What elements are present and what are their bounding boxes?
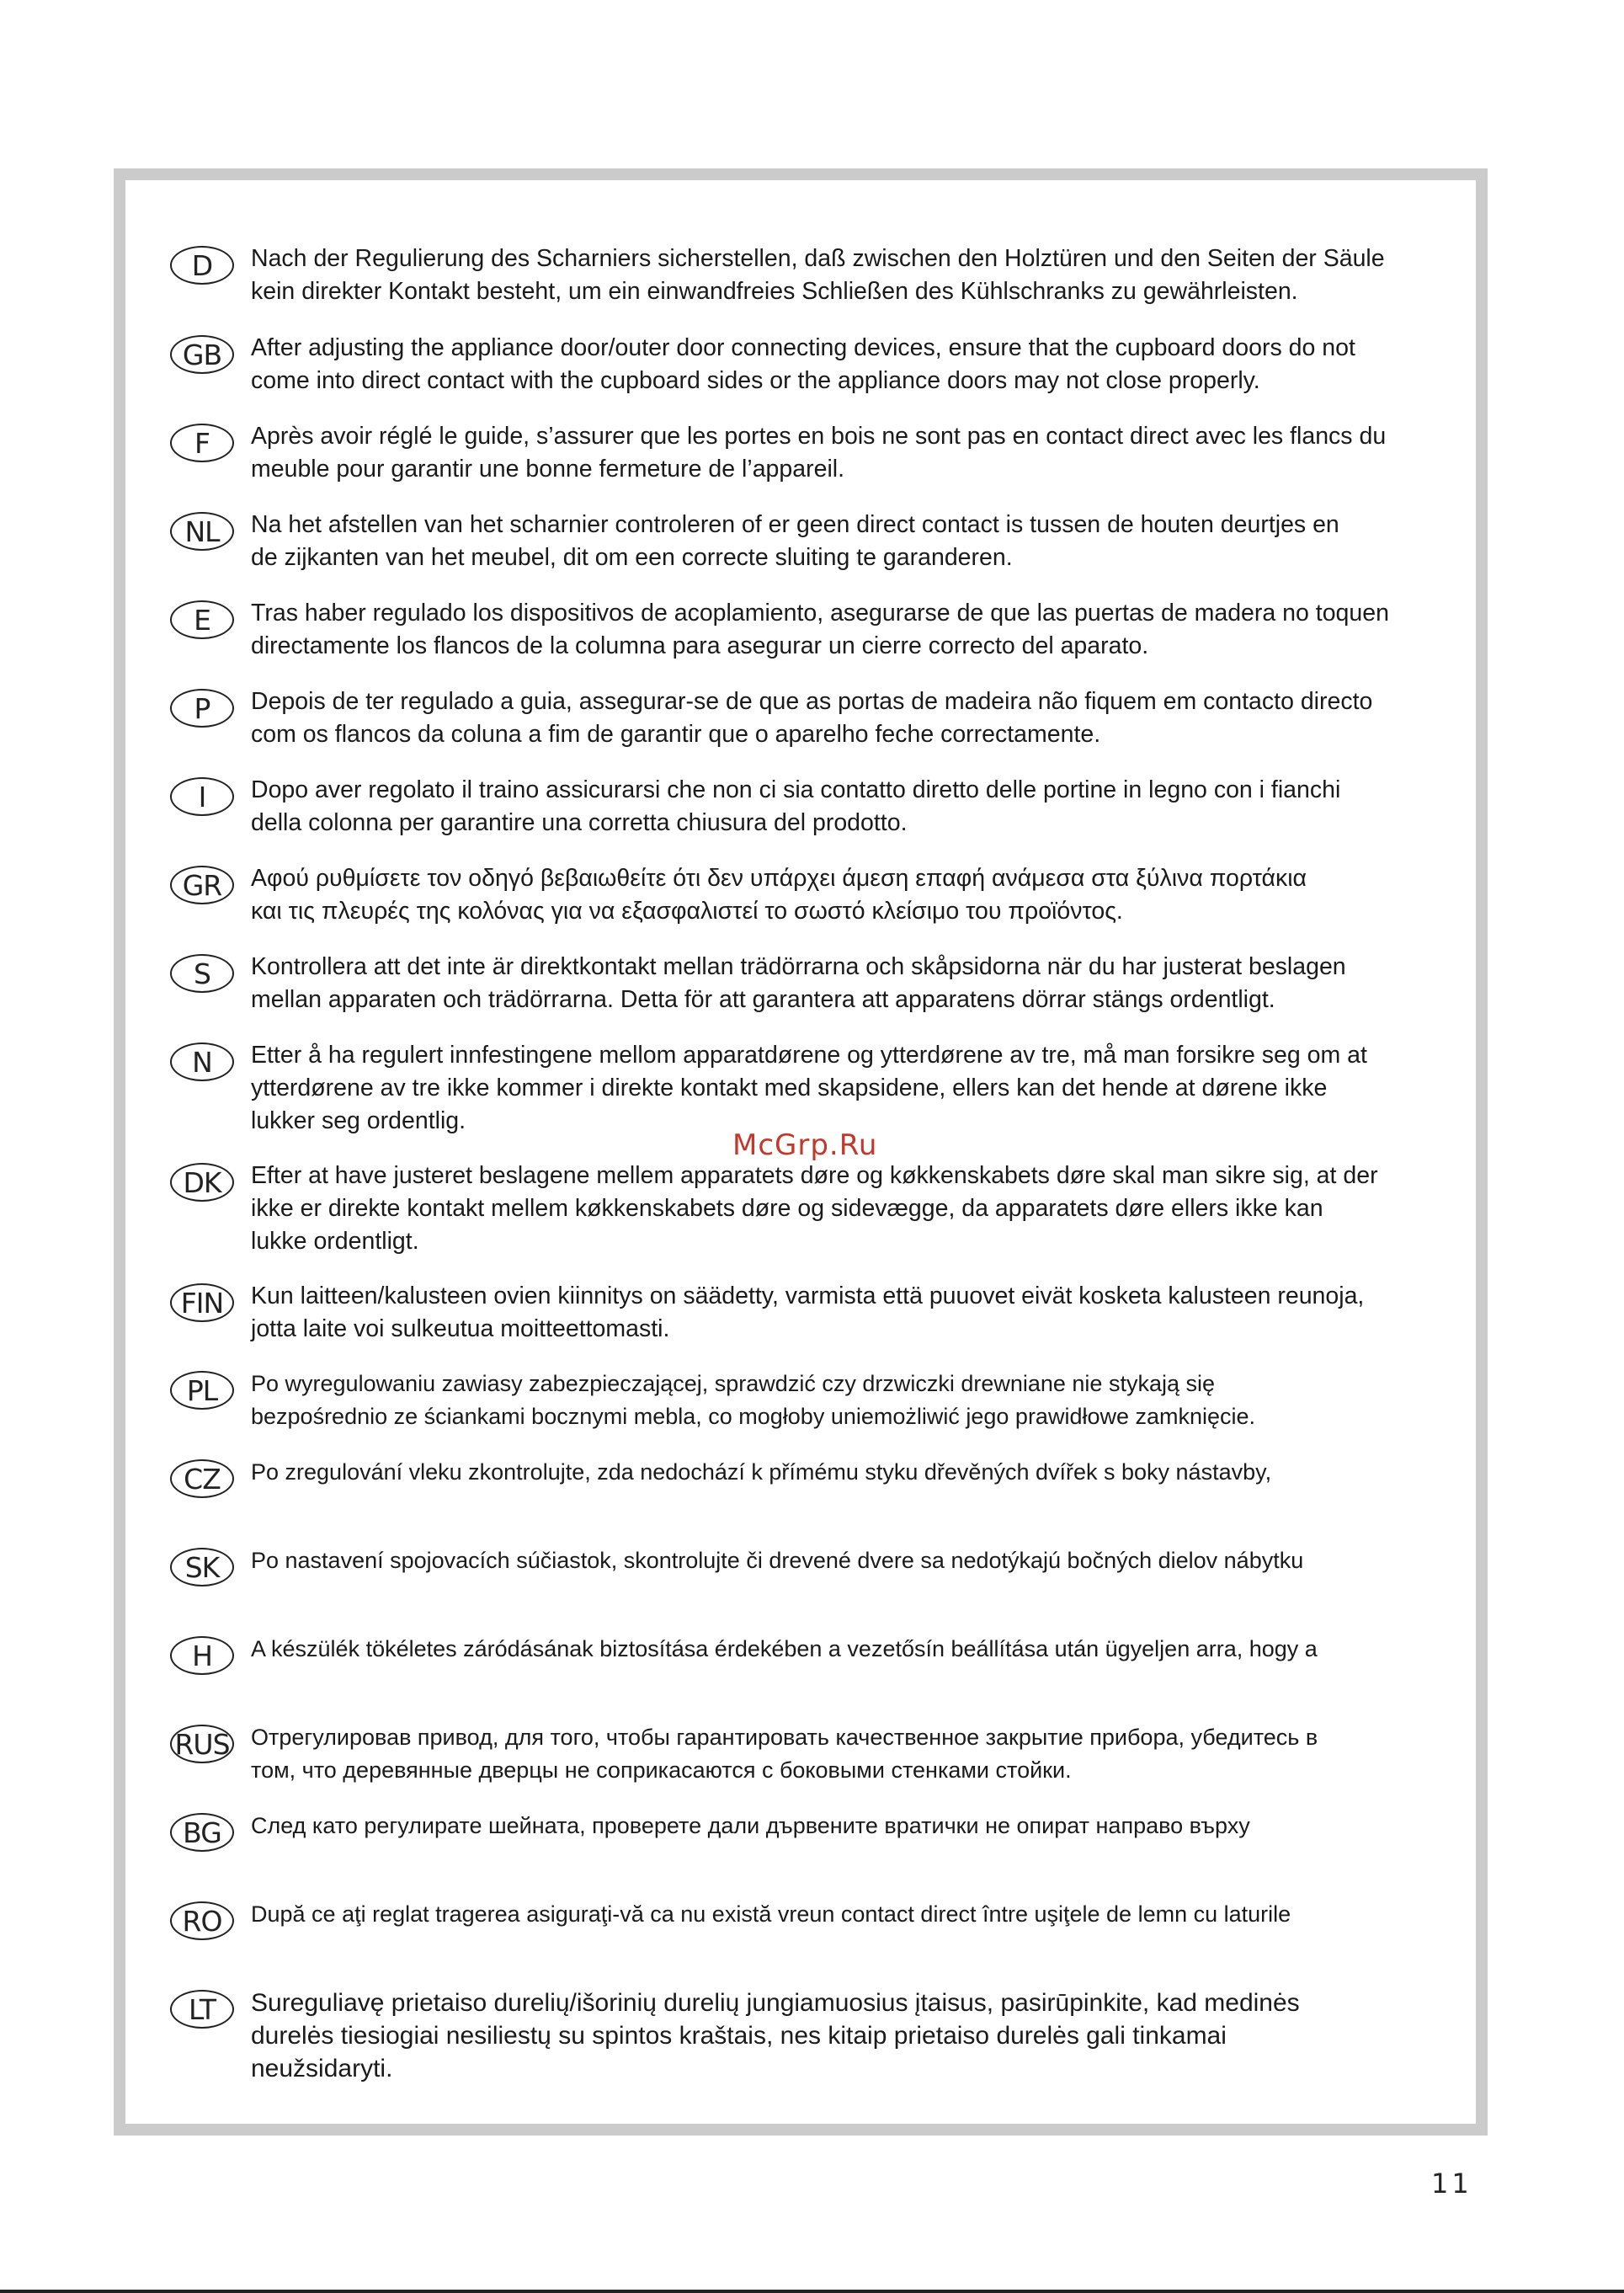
language-code-badge: DK	[170, 1163, 234, 1202]
entry-text	[251, 862, 1564, 928]
entry-text-line: directamente los flancos de la columna para asegurar un cierre correcto del aparato.	[251, 632, 1149, 659]
entry-text-line: Nach der Regulierung des Scharniers sicherstellen, daß zwischen den Holztüren und den Seiten der Säule	[251, 245, 1385, 272]
entry-text-line: kein direkter Kontakt besteht, um ein einwandfreies Schließen des Kühlschranks zu gewährleisten.	[251, 278, 1298, 305]
language-code-badge: GB	[170, 335, 234, 374]
entry-text	[251, 509, 1564, 574]
entry-text-line: Po zregulování vleku zkontrolujte, zda nedochází k přímému styku dřevěných dvířek s boky nástavby,	[251, 1459, 1272, 1485]
language-code-badge: RO	[170, 1901, 234, 1940]
entry-text-line: După ce aţi reglat tragerea asiguraţi-vă ca nu există vreun contact direct între uşiţele de lemn cu laturile	[251, 1901, 1291, 1927]
language-code-badge: NL	[170, 512, 234, 551]
language-code-badge: BG	[170, 1813, 234, 1852]
entry-text-line: bezpośrednio ze ściankami bocznymi mebla, co mogłoby uniemożliwić jego prawidłowe zamknięcie.	[251, 1404, 1256, 1429]
entry-text	[251, 1456, 1564, 1489]
entry-text-line: Sureguliavę prietaiso durelių/išorinių durelių jungiamuosius įtaisus, pasirūpinkite, kad medinės	[251, 1989, 1300, 2017]
entry-text-line: Dopo aver regolato il traino assicurarsi che non ci sia contatto diretto delle portine in legno con i fianchi	[251, 776, 1341, 803]
entry-text-line: Efter at have justeret beslagene mellem apparatets døre og køkkenskabets døre skal man sikre sig, at der	[251, 1162, 1378, 1189]
entry-text-line: durelės tiesiogiai nesiliestų su spintos kraštais, nes kitaip prietaiso durelės gali tinkamai	[251, 2022, 1227, 2050]
entry-text-line: lukke ordentligt.	[251, 1228, 419, 1255]
entry-text-line: Po nastavení spojovacích súčiastok, skontrolujte či drevené dvere sa nedotýkajú bočných dielov nábytku	[251, 1548, 1304, 1573]
language-code-badge: I	[170, 777, 234, 816]
entry-text-line: Etter å ha regulert innfestingene mellom apparatdørene og ytterdørene av tre, må man forsikre seg om at	[251, 1042, 1367, 1069]
language-code-badge: P	[170, 689, 234, 728]
language-code-badge: RUS	[170, 1725, 234, 1763]
entry-text-line: και τις πλευρές της κολόνας για να εξασφαλιστεί το σωστό κλείσιμο του προϊόντος.	[251, 898, 1123, 925]
language-code-badge: S	[170, 954, 234, 993]
page-number: 11	[1431, 2168, 1472, 2200]
entry-text	[251, 1986, 1564, 2085]
entry-text-line: de zijkanten van het meubel, dit om een correcte sluiting te garanderen.	[251, 544, 1013, 571]
language-code-badge: H	[170, 1636, 234, 1675]
entry-text-line: След като регулирате шейната, проверете дали дървените вратички не опират направо върху	[251, 1813, 1250, 1838]
watermark: McGrp.Ru	[732, 1128, 878, 1162]
entry-text	[251, 951, 1564, 1016]
entry-text-line: Kontrollera att det inte är direktkontakt mellan trädörrarna och skåpsidorna när du har justerat beslagen	[251, 953, 1346, 980]
language-code-badge: F	[170, 424, 234, 462]
language-code-badge: FIN	[170, 1283, 234, 1322]
entry-text-line: mellan apparaten och trädörrarna. Detta för att garantera att apparatens dörrar stängs ordentligt.	[251, 986, 1275, 1013]
language-code-badge: GR	[170, 866, 234, 904]
entry-text-line: Отрегулировав привод, для того, чтобы гарантировать качественное закрытие прибора, убедитесь в	[251, 1725, 1318, 1750]
entry-text-line: meuble pour garantir une bonne fermeture de l’appareil.	[251, 456, 845, 483]
entry-text-line: Na het afstellen van het scharnier controleren of er geen direct contact is tussen de houten deurtjes en	[251, 511, 1339, 538]
entry-text-line: Après avoir réglé le guide, s’assurer que les portes en bois ne sont pas en contact direct avec les flancs du	[251, 423, 1387, 450]
entry-text	[251, 774, 1564, 840]
entry-text	[251, 1898, 1564, 1931]
entry-text-line: ytterdørene av tre ikke kommer i direkte kontakt med skapsidene, ellers kan det hende at dørene ikke	[251, 1075, 1328, 1101]
language-code-badge: N	[170, 1043, 234, 1081]
entry-text	[251, 597, 1564, 663]
entry-text	[251, 1721, 1564, 1787]
entry-text-line: com os flancos da coluna a fim de garantir que o aparelho feche correctamente.	[251, 721, 1101, 748]
entry-text	[251, 1039, 1564, 1138]
language-code-badge: PL	[170, 1371, 234, 1410]
entry-text-line: A készülék tökéletes záródásának biztosítása érdekében a vezetősín beállítása után ügyeljen arra, hogy a	[251, 1636, 1318, 1661]
entry-text	[251, 243, 1564, 308]
entry-text	[251, 1368, 1564, 1433]
language-code-badge: CZ	[170, 1459, 234, 1498]
entry-text-line: After adjusting the appliance door/outer door connecting devices, ensure that the cupboard doors do not	[251, 334, 1355, 361]
language-code-badge: D	[170, 246, 234, 285]
entry-text	[251, 1544, 1564, 1577]
entry-text-line: jotta laite voi sulkeutua moitteettomasti.	[251, 1315, 670, 1342]
entry-text	[251, 332, 1564, 397]
entry-text-line: Kun laitteen/kalusteen ovien kiinnitys on säädetty, varmista että puuovet eivät kosketa kalusteen reunoja,	[251, 1282, 1365, 1309]
entry-text	[251, 420, 1564, 486]
entry-text-line: Depois de ter regulado a guia, assegurar-se de que as portas de madeira não fiquem em contacto directo	[251, 688, 1373, 715]
entry-text-line: della colonna per garantire una corretta chiusura del prodotto.	[251, 809, 908, 836]
entry-text-line: том, что деревянные дверцы не соприкасаются с боковыми стенками стойки.	[251, 1757, 1072, 1783]
entry-text-line: neužsidaryti.	[251, 2055, 393, 2082]
entry-text	[251, 685, 1564, 751]
bottom-bar	[0, 2290, 1624, 2293]
entry-text-line: Po wyregulowaniu zawiasy zabezpieczającej, sprawdzić czy drzwiczki drewniane nie stykają się	[251, 1371, 1215, 1396]
entry-text	[251, 1633, 1564, 1666]
entry-text	[251, 1160, 1564, 1258]
entry-text-line: lukker seg ordentlig.	[251, 1107, 466, 1134]
entry-text-line: Αφού ρυθμίσετε τον οδηγό βεβαιωθείτε ότι δεν υπάρχει άμεση επαφή ανάμεσα στα ξύλινα πορτάκια	[251, 865, 1307, 892]
entry-text	[251, 1810, 1564, 1842]
entry-text-line: ikke er direkte kontakt mellem køkkenskabets døre og sidevægge, da apparatets døre ellers ikke kan	[251, 1195, 1323, 1222]
entry-text-line: come into direct contact with the cupboard sides or the appliance doors may not close properly.	[251, 367, 1260, 394]
language-code-badge: LT	[170, 1990, 234, 2029]
language-code-badge: SK	[170, 1548, 234, 1586]
language-code-badge: E	[170, 600, 234, 639]
entry-text	[251, 1280, 1564, 1346]
entry-text-line: Tras haber regulado los dispositivos de acoplamiento, asegurarse de que las puertas de madera no toquen	[251, 600, 1389, 627]
